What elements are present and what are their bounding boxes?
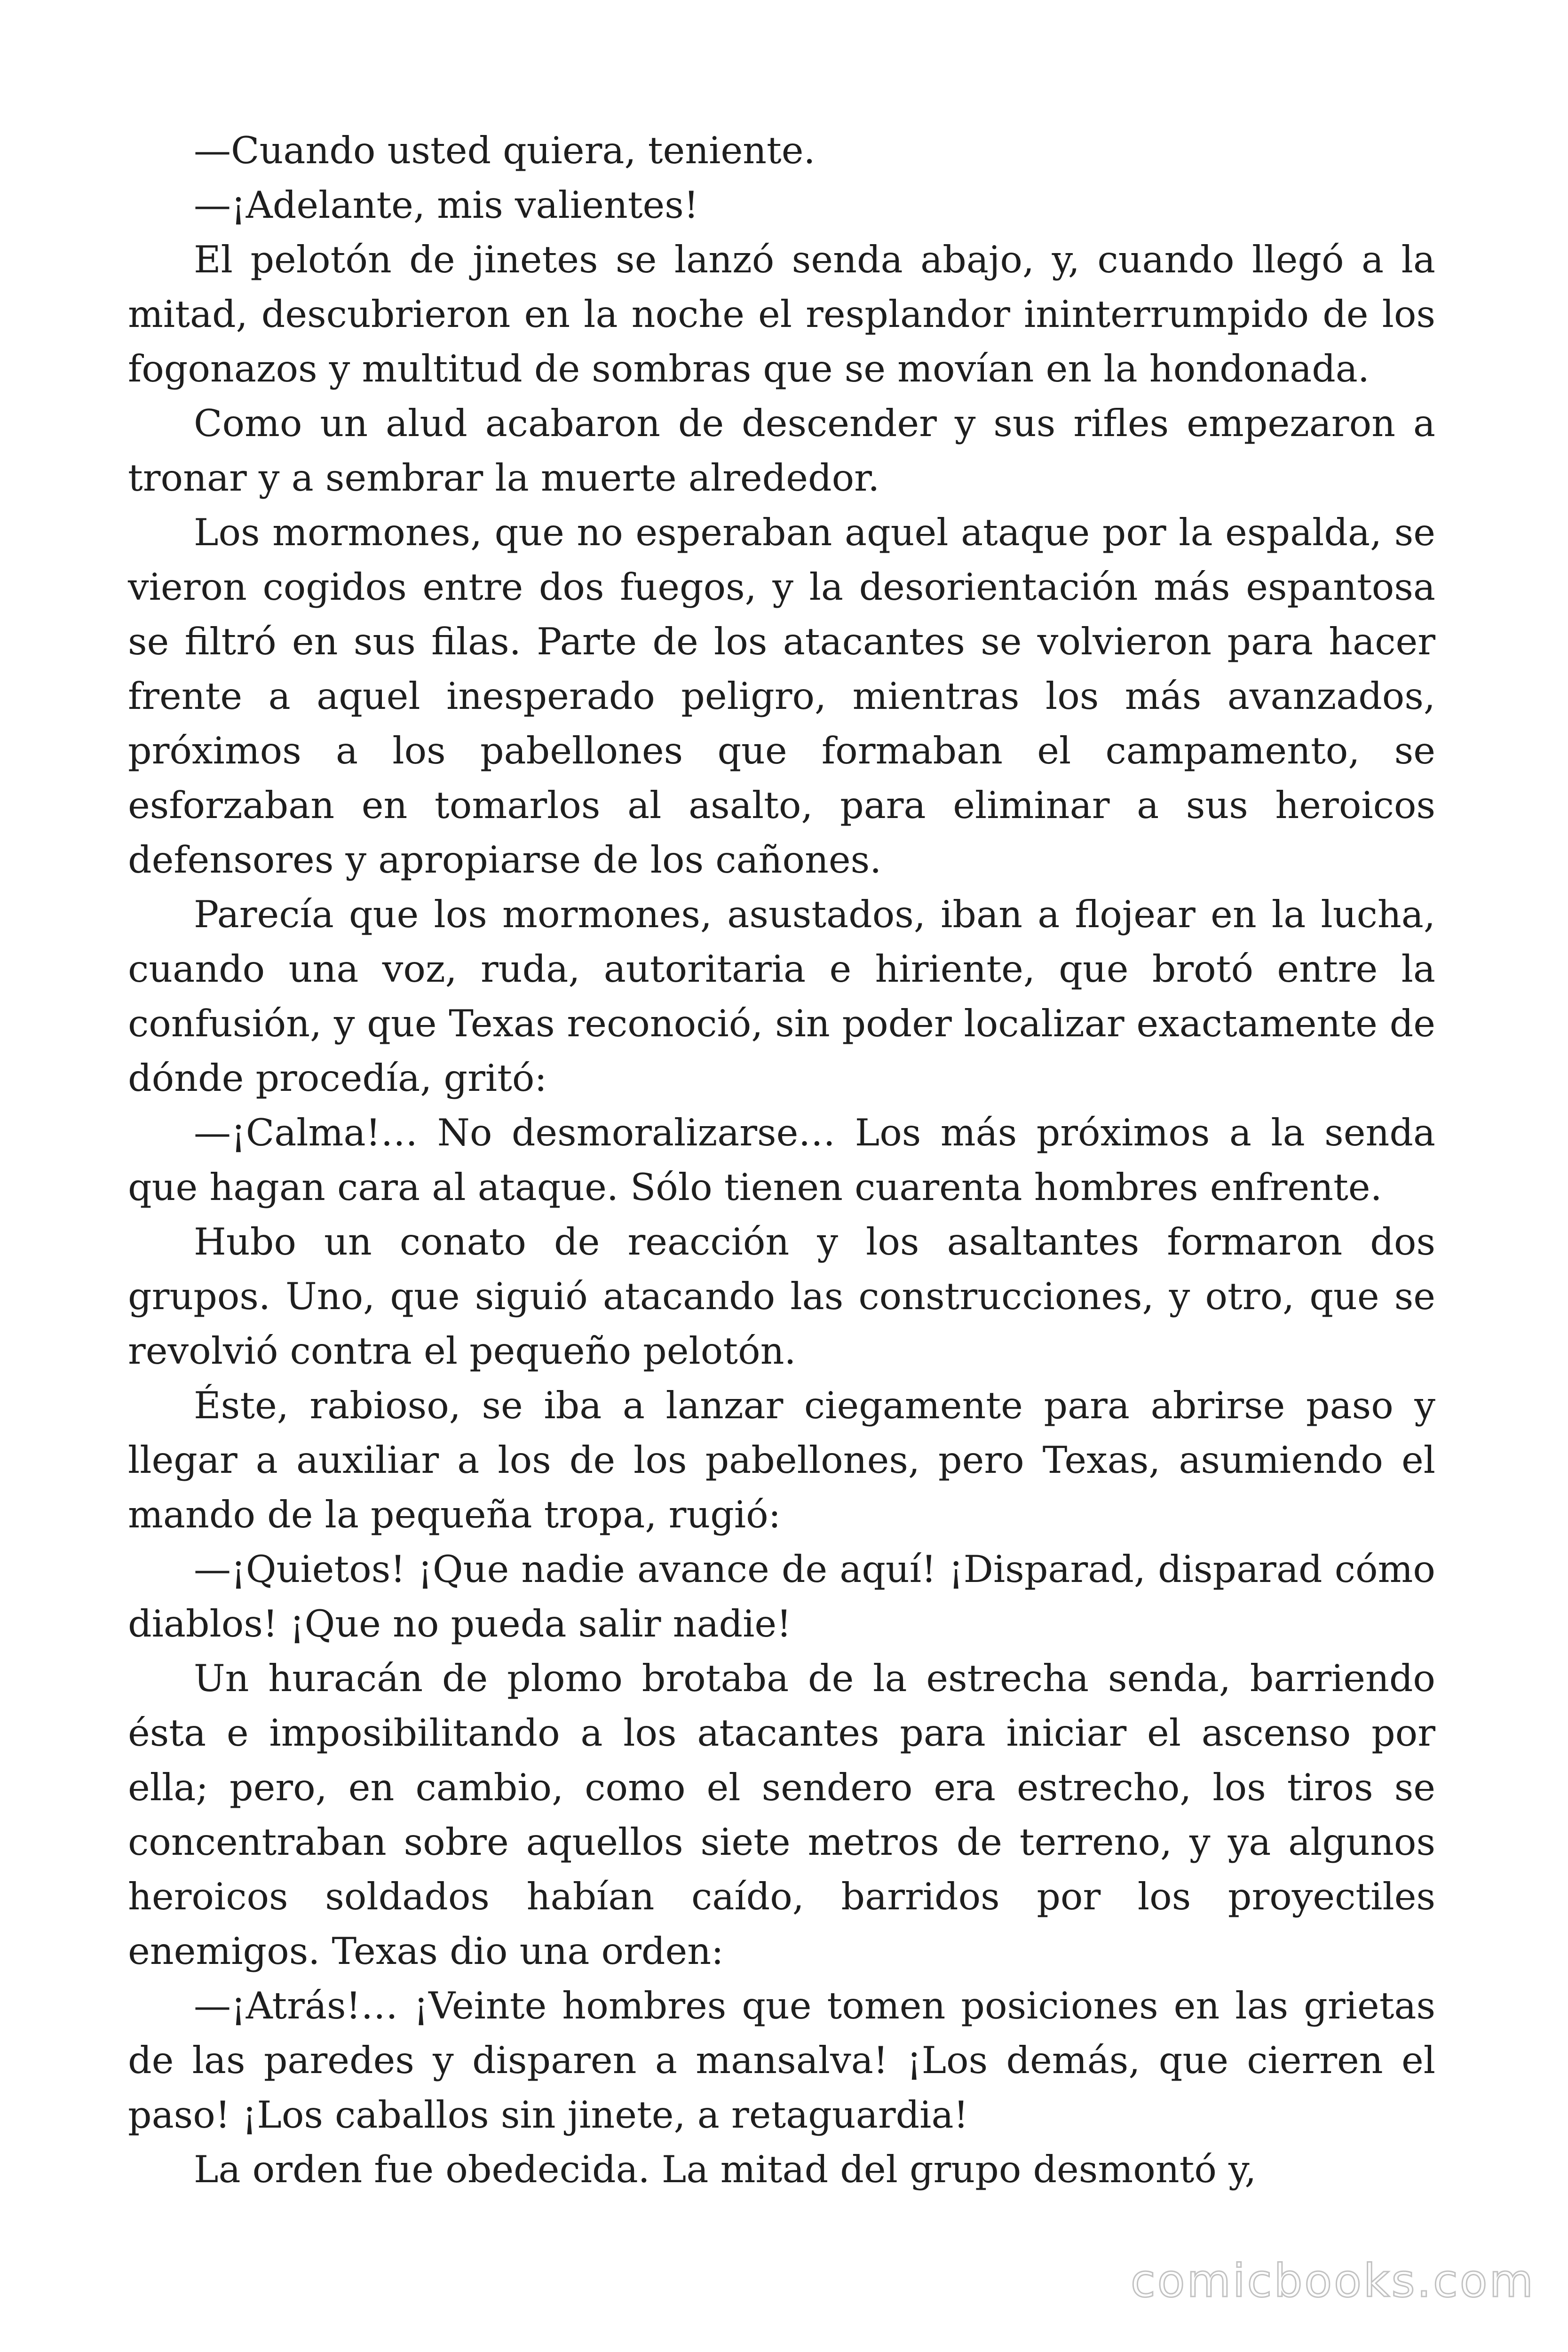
paragraph: Éste, rabioso, se iba a lanzar ciegamente para abrirse paso y llegar a auxiliar a los de los pabellones, pero Texas, asumiendo el mando de la pequeña tropa, rugió: xyxy=(128,1384,1435,1536)
paragraph: —¡Atrás!… ¡Veinte hombres que tomen posiciones en las grietas de las paredes y disparen a mansalva! ¡Los demás, que cierren el paso! ¡Los caballos sin jinete, a retaguardia! xyxy=(128,1984,1435,2137)
paragraph: La orden fue obedecida. La mitad del grupo desmontó y, xyxy=(194,2148,1257,2191)
paragraph: Los mormones, que no esperaban aquel ataque por la espalda, se vieron cogidos entre dos fuegos, y la desorientación más espantosa se filtró en sus filas. Parte de los atacantes se volvieron para hacer frente a aquel inesperado peligro, mientras los más avanzados, próximos a los pabellones que formaban el campamento, se esforzaban en tomarlos al asalto, para eliminar a sus heroicos defensores y apropiarse de los cañones. xyxy=(128,511,1435,882)
paragraph: Parecía que los mormones, asustados, iban a flojear en la lucha, cuando una voz, ruda, autoritaria e hiriente, que brotó entre la confusión, y que Texas reconoció, sin poder localizar exactamente de dónde procedía, gritó: xyxy=(128,893,1435,1100)
paragraph: El pelotón de jinetes se lanzó senda abajo, y, cuando llegó a la mitad, descubrieron en la noche el resplandor ininterrumpido de los fogonazos y multitud de sombras que se movían en la hondonada. xyxy=(128,238,1435,390)
paragraph: Hubo un conato de reacción y los asaltantes formaron dos grupos. Uno, que siguió atacando las construcciones, y otro, que se revolvió contra el pequeño pelotón. xyxy=(128,1220,1435,1373)
paragraph: —¡Quietos! ¡Que nadie avance de aquí! ¡Disparad, disparad cómo diablos! ¡Que no pueda salir nadie! xyxy=(128,1548,1435,1645)
paragraph: Como un alud acabaron de descender y sus rifles empezaron a tronar y a sembrar la muerte alrededor. xyxy=(128,402,1435,500)
paragraph: —Cuando usted quiera, teniente. xyxy=(194,129,816,172)
paragraph: —¡Adelante, mis valientes! xyxy=(194,183,699,227)
watermark: comicbooks.com xyxy=(1130,2255,1535,2307)
paragraph: —¡Calma!… No desmoralizarse… Los más próximos a la senda que hagan cara al ataque. Sólo tienen cuarenta hombres enfrente. xyxy=(128,1111,1435,1209)
paragraph: Un huracán de plomo brotaba de la estrecha senda, barriendo ésta e imposibilitando a los atacantes para iniciar el ascenso por ella; pero, en cambio, como el sendero era estrecho, los tiros se concentraban sobre aquellos siete metros de terreno, y ya algunos heroicos soldados habían caído, barridos por los proyectiles enemigos. Texas dio una orden: xyxy=(128,1657,1435,1973)
page-body xyxy=(128,123,1435,2197)
